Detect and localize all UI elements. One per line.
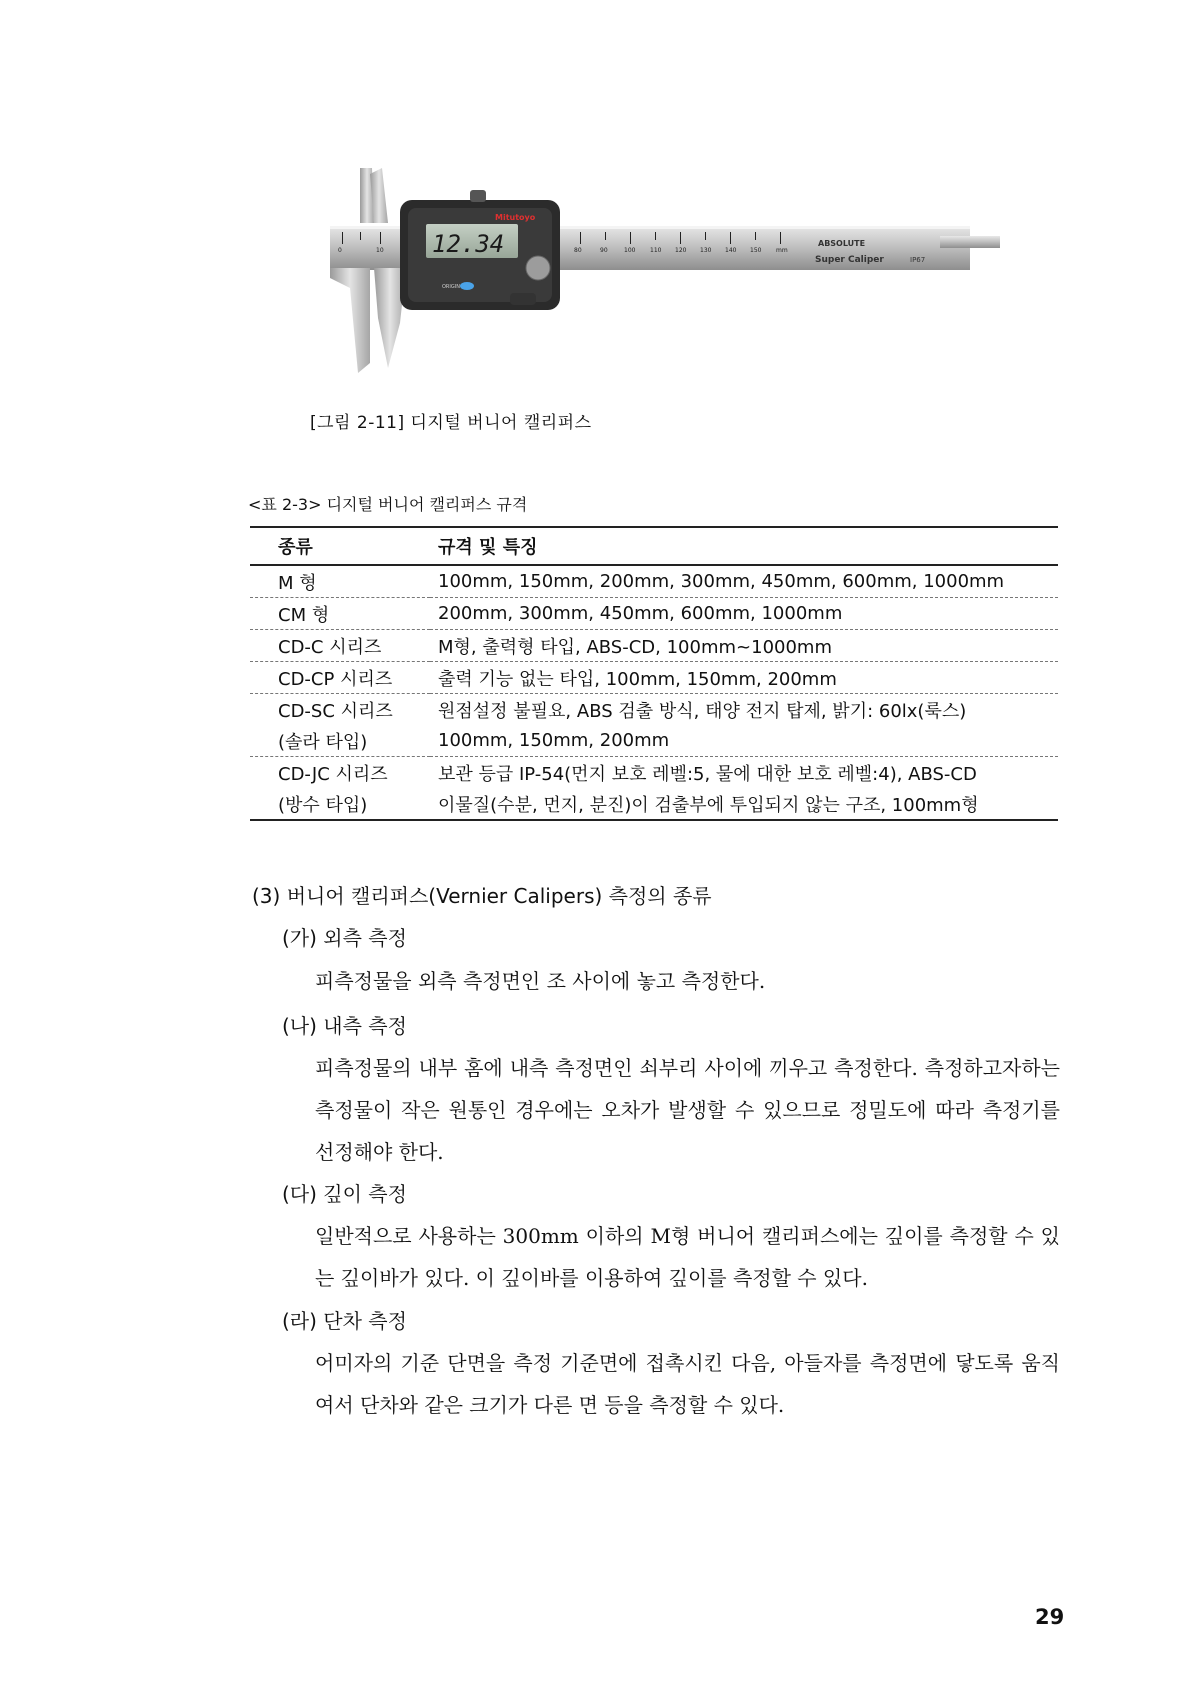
cell-spec: M형, 출력형 타입, ABS-CD, 100mm~1000mm <box>430 630 1058 662</box>
subsection-heading-inside: (나) 내측 측정 <box>282 1014 407 1038</box>
paragraph-inside: 피측정물의 내부 홈에 내측 측정면인 쇠부리 사이에 끼우고 측정한다. 측정하고자하는 측정물이 작은 원통인 경우에는 오차가 발생할 수 있으므로 정밀도에 따라 측정기를 선정해야 한다. <box>315 1056 1060 1164</box>
cell-spec: 100mm, 150mm, 200mm, 300mm, 450mm, 600mm, 1000mm <box>430 565 1058 598</box>
cell-spec: 이물질(수분, 먼지, 분진)이 검출부에 투입되지 않는 구조, 100mm형 <box>430 788 1058 820</box>
absolute-label: ABSOLUTE <box>818 239 866 248</box>
origin-label: ORIGIN <box>442 284 460 290</box>
table-row <box>250 788 1058 820</box>
scale-label: 80 <box>574 247 582 254</box>
header-type: 종류 <box>250 527 430 565</box>
paragraph-step: 어미자의 기준 단면을 측정 기준면에 접촉시킨 다음, 아들자를 측정면에 닿도록 움직여서 단차와 같은 크기가 다른 면 등을 측정할 수 있다. <box>315 1351 1060 1417</box>
cell-spec: 200mm, 300mm, 450mm, 600mm, 1000mm <box>430 598 1058 630</box>
header-spec: 규격 및 특징 <box>430 527 1058 565</box>
cell-type: CD-SC 시리즈 <box>278 700 393 722</box>
ip-label: IP67 <box>910 256 926 264</box>
cell-type: (솔라 타입) <box>250 725 430 757</box>
table-row <box>250 757 1058 789</box>
spec-table <box>250 526 1058 821</box>
table-header-row <box>250 527 1058 565</box>
depth-bar <box>940 236 1000 248</box>
table-row <box>250 565 1058 598</box>
scale-label: 90 <box>600 247 608 254</box>
cell-spec: 원점설정 불필요, ABS 검출 방식, 태양 전지 탑제, 밝기: 60lx(룩스) <box>438 700 967 722</box>
table-row <box>250 725 1058 757</box>
scale-label: 110 <box>650 247 662 254</box>
section-heading: (3) 버니어 캘리퍼스(Vernier Calipers) 측정의 종류 <box>252 884 712 908</box>
table-row <box>250 630 1058 662</box>
product-label: Super Caliper <box>815 255 884 265</box>
table-row <box>250 694 1058 726</box>
scale-label: 140 <box>725 247 737 254</box>
lock-screw <box>526 256 550 280</box>
cell-type: CD-JC 시리즈 <box>278 763 388 785</box>
brand-logo: Mitutoyo <box>495 213 536 222</box>
paragraph-outside: 피측정물을 외측 측정면인 조 사이에 놓고 측정한다. <box>315 969 766 993</box>
digital-caliper-figure <box>330 168 1030 398</box>
top-button <box>470 190 486 202</box>
lcd-reading: 12.34 <box>432 230 505 258</box>
table-row <box>250 598 1058 630</box>
subsection-heading-step: (라) 단차 측정 <box>282 1309 407 1333</box>
scale-label: 150 <box>750 247 762 254</box>
outside-jaw-fixed <box>330 268 370 373</box>
cell-type: CM 형 <box>250 598 430 630</box>
scale-label: 10 <box>376 247 384 254</box>
paragraph-depth: 일반적으로 사용하는 300mm 이하의 M형 버니어 캘리퍼스에는 깊이를 측정할 수 있는 깊이바가 있다. 이 깊이바를 이용하여 깊이를 측정할 수 있다. <box>315 1224 1060 1290</box>
origin-button[interactable] <box>460 282 474 290</box>
cell-spec: 출력 기능 없는 타입, 100mm, 150mm, 200mm <box>430 662 1058 694</box>
cell-type: CD-C 시리즈 <box>250 630 430 662</box>
scale-label: 0 <box>338 247 342 254</box>
cell-type: (방수 타입) <box>250 788 430 820</box>
cell-spec: 100mm, 150mm, 200mm <box>430 725 1058 757</box>
scale-label: 120 <box>675 247 687 254</box>
cell-type: M 형 <box>250 565 430 598</box>
scale-label: mm <box>776 247 788 254</box>
cell-type: CD-CP 시리즈 <box>250 662 430 694</box>
figure-caption: [그림 2-11] 디지털 버니어 캘리퍼스 <box>310 413 592 433</box>
subsection-heading-depth: (다) 깊이 측정 <box>282 1182 407 1206</box>
subsection-heading-outside: (가) 외측 측정 <box>282 926 407 950</box>
thumb-roller <box>510 293 536 305</box>
scale-label: 100 <box>624 247 636 254</box>
page-number: 29 <box>1035 1605 1065 1629</box>
cell-spec: 보관 등급 IP-54(먼지 보호 레벨:5, 물에 대한 보호 레벨:4), ABS-CD <box>438 763 977 785</box>
scale-label: 130 <box>700 247 712 254</box>
table-title: <표 2-3> 디지털 버니어 캘리퍼스 규격 <box>248 495 528 514</box>
table-row <box>250 662 1058 694</box>
